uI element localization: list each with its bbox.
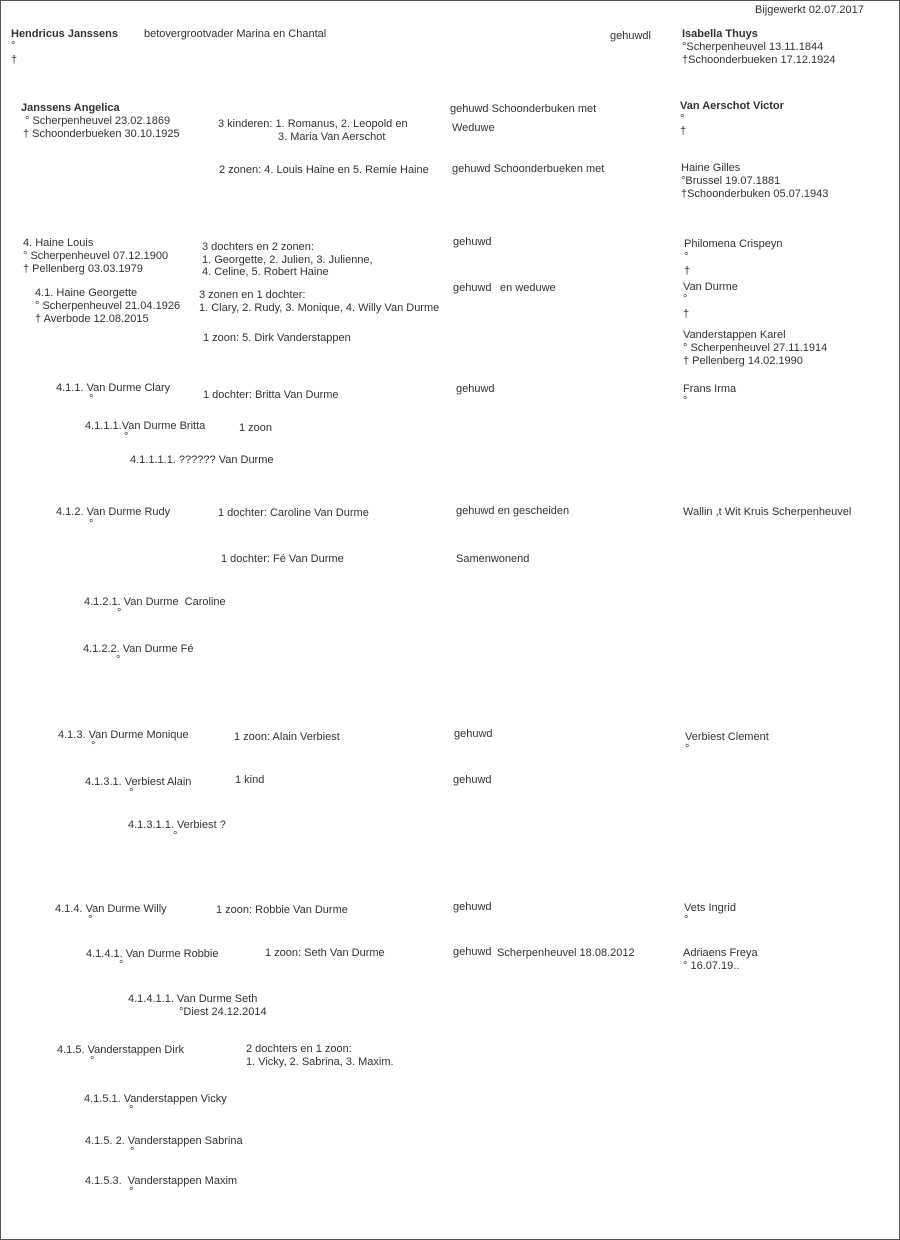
louis-relation: gehuwd [453,236,492,248]
dirk-children-line1: 2 dochters en 1 zoon: [246,1043,352,1055]
vicky-name: 4.1.5.1. Vanderstappen Vicky [84,1093,227,1105]
ancestor-note: betovergrootvader Marina en Chantal [144,28,327,40]
angelica-death: † Schoonderbueken 30.10.1925 [23,128,180,140]
monique-spouse-name: Verbiest Clement [685,731,769,743]
georgette-children-a-line2: 1. Clary, 2. Rudy, 3. Monique, 4. Willy Van Durme [199,302,440,314]
monique-relation: gehuwd [454,728,493,740]
angelica-spouse-a-death: † [680,125,687,137]
robbie-name: 4.1.4.1. Van Durme Robbie [86,948,219,960]
ancestor-name: Hendricus Janssens [11,28,118,40]
robbie-relation-place: Scherpenheuvel 18.08.2012 [497,947,635,959]
britta-name: 4.1.1.1.Van Durme Britta [85,420,206,432]
rudy-name: 4.1.2. Van Durme Rudy [56,506,171,518]
clary-name: 4.1.1. Van Durme Clary [56,382,171,394]
louis-children-line3: 4. Celine, 5. Robert Haine [202,266,329,278]
fe-name: 4.1.2.2. Van Durme Fé [83,643,194,655]
ancestor-spouse-death: †Schoonderbueken 17.12.1924 [682,54,836,66]
alain-grandchild-birth: ° [173,830,178,842]
robbie-spouse-name: Adriaens Freya [683,947,758,959]
willy-name: 4.1.4. Van Durme Willy [55,903,167,915]
alain-birth: ° [129,787,134,799]
ancestor-spouse-birth: °Scherpenheuvel 13.11.1844 [682,41,824,53]
georgette-birth: ° Scherpenheuvel 21.04.1926 [35,300,181,312]
robbie-relation: gehuwd [453,946,492,958]
angelica-children-a-line1: 3 kinderen: 1. Romanus, 2. Leopold en [218,118,408,130]
ancestor-relation: gehuwdl [610,30,651,42]
britta-grandchild: 4.1.1.1.1. ?????? Van Durme [130,454,274,466]
angelica-spouse-a-birth: ° [680,113,685,125]
robbie-spouse-birth: ° 16.07.19.. [683,960,740,972]
ancestor-death: † [11,54,18,66]
louis-spouse-death: † [684,265,691,277]
fe-birth: ° [116,654,121,666]
seth-birth: °Diest 24.12.2014 [179,1006,267,1018]
clary-children: 1 dochter: Britta Van Durme [203,389,339,401]
britta-children: 1 zoon [239,422,273,434]
angelica-relation-a: gehuwd Schoonderbuken met [450,103,597,115]
louis-children-line2: 1. Georgette, 2. Julien, 3. Julienne, [202,254,373,266]
georgette-name: 4.1. Haine Georgette [35,287,138,299]
vicky-birth: ° [129,1104,134,1116]
monique-name: 4.1.3. Van Durme Monique [58,729,189,741]
louis-death: † Pellenberg 03.03.1979 [23,263,143,275]
willy-spouse-birth: ° [684,914,689,926]
sabrina-birth: ° [130,1146,135,1158]
willy-spouse-name: Vets Ingrid [684,902,736,914]
robbie-birth: ° [119,959,124,971]
alain-name: 4.1.3.1. Verbiest Alain [85,776,192,788]
robbie-children: 1 zoon: Seth Van Durme [265,947,385,959]
angelica-spouse-a-name: Van Aerschot Victor [680,100,784,112]
clary-birth: ° [89,393,94,405]
rudy-relation-a: gehuwd en gescheiden [456,505,570,517]
updated-date: Bijgewerkt 02.07.2017 [755,4,864,16]
angelica-spouse-b-birth: °Brussel 19.07.1881 [681,175,781,187]
clary-spouse-name: Frans Irma [683,383,737,395]
sabrina-name: 4.1.5. 2. Vanderstappen Sabrina [85,1135,243,1147]
angelica-name: Janssens Angelica [21,102,120,114]
willy-relation: gehuwd [453,901,492,913]
georgette-spouse-a-birth: ° [683,293,688,305]
georgette-spouse-a-name: Van Durme [683,281,738,293]
louis-birth: ° Scherpenheuvel 07.12.1900 [23,250,169,262]
georgette-spouse-b-birth: ° Scherpenheuvel 27.11.1914 [683,342,828,354]
clary-spouse-birth: ° [683,395,688,407]
clary-relation: gehuwd [456,383,495,395]
angelica-relation-a-note: Weduwe [452,122,495,134]
georgette-spouse-b-name: Vanderstappen Karel [683,329,786,341]
rudy-children-a: 1 dochter: Caroline Van Durme [218,507,369,519]
rudy-birth: ° [89,518,94,530]
caroline-birth: ° [117,607,122,619]
georgette-death: † Averbode 12.08.2015 [35,313,149,325]
louis-children-line1: 3 dochters en 2 zonen: [202,241,314,253]
angelica-children-b: 2 zonen: 4. Louis Haine en 5. Remie Haine [219,164,429,176]
alain-relation: gehuwd [453,774,492,786]
monique-birth: ° [91,740,96,752]
ancestor-birth: ° [11,40,16,52]
angelica-birth: ° Scherpenheuvel 23.02.1869 [25,115,171,127]
dirk-children-line2: 1. Vicky, 2. Sabrina, 3. Maxim. [246,1056,394,1068]
angelica-spouse-b-name: Haine Gilles [681,162,741,174]
louis-spouse-birth: ° [684,251,689,263]
britta-birth: ° [124,431,129,443]
georgette-relation-a: gehuwd [453,282,492,294]
angelica-relation-b: gehuwd Schoonderbueken met [452,163,605,175]
ancestor-spouse-name: Isabella Thuys [682,28,758,40]
seth-name: 4.1.4.1.1. Van Durme Seth [128,993,258,1005]
rudy-relation-b: Samenwonend [456,553,530,565]
georgette-children-a-line1: 3 zonen en 1 dochter: [199,289,306,301]
angelica-spouse-b-death: †Schoonderbuken 05.07.1943 [681,188,829,200]
monique-children: 1 zoon: Alain Verbiest [234,731,340,743]
georgette-relation-a-note: en weduwe [500,282,556,294]
louis-name: 4. Haine Louis [23,237,94,249]
monique-spouse-birth: ° [685,743,690,755]
georgette-spouse-b-death: † Pellenberg 14.02.1990 [683,355,803,367]
georgette-spouse-a-death: † [683,308,690,320]
rudy-spouse-a: Wallin ,t Wit Kruis Scherpenheuvel [683,506,852,518]
maxim-name: 4.1.5.3. Vanderstappen Maxim [85,1175,238,1187]
alain-grandchild-name: 4.1.3.1.1. Verbiest ? [128,819,226,831]
willy-birth: ° [88,914,93,926]
dirk-name: 4.1.5. Vanderstappen Dirk [57,1044,184,1056]
rudy-children-b: 1 dochter: Fé Van Durme [221,553,344,565]
willy-children: 1 zoon: Robbie Van Durme [216,904,348,916]
angelica-children-a-line2: 3. Maria Van Aerschot [278,131,386,143]
dirk-birth: ° [90,1055,95,1067]
caroline-name: 4.1.2.1. Van Durme Caroline [84,596,226,608]
georgette-children-b: 1 zoon: 5. Dirk Vanderstappen [203,332,351,344]
maxim-birth: ° [129,1186,134,1198]
alain-children: 1 kind [235,774,265,786]
louis-spouse-name: Philomena Crispeyn [684,238,783,250]
